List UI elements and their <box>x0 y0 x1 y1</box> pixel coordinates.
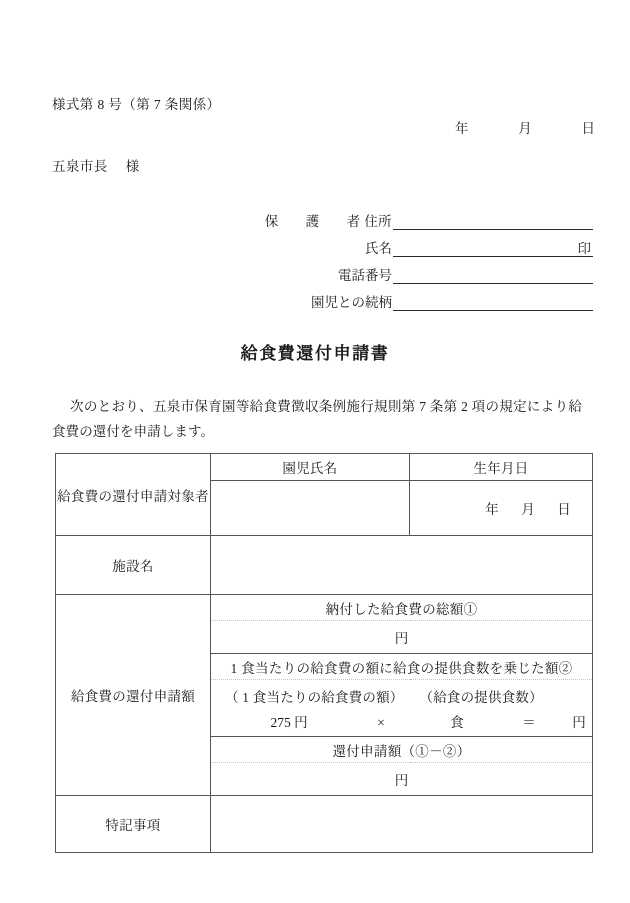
header-date-month: 月 <box>518 121 532 136</box>
body-paragraph: 次のとおり、五泉市保育園等給食費徴収条例施行規則第 7 条第 2 項の規定により給食費の還付を申請します。 <box>52 399 582 439</box>
applicant-label: 給食費の還付申請対象者 <box>56 454 211 536</box>
paid-total-header: 納付した給食費の総額① <box>211 595 593 621</box>
guardian-name-label: 氏名 <box>365 240 392 256</box>
addressee <box>52 155 140 175</box>
seal-icon: 印 <box>577 240 591 256</box>
calculation-cell[interactable] <box>211 680 593 737</box>
guardian-address-row <box>253 203 593 230</box>
refund-request-header: 還付申請額（①－②） <box>211 737 593 763</box>
guardian-relation-row <box>253 284 593 311</box>
meal-count-caption: （給食の提供食数） <box>419 689 543 705</box>
page-title: 給食費還付申請書 <box>240 344 390 363</box>
birth-day-label: 日 <box>557 502 571 517</box>
table-row <box>56 536 593 595</box>
equals-sign: ＝ <box>522 714 536 730</box>
table-row <box>56 595 593 621</box>
birth-date-header: 生年月日 <box>410 454 593 481</box>
birth-month-label: 月 <box>521 502 535 517</box>
application-table <box>55 453 593 853</box>
refund-request-input[interactable]: 円 <box>211 763 593 796</box>
unit-price-caption: （ 1 食当たりの給食費の額） <box>225 689 404 705</box>
calc-result-input[interactable]: 円 <box>572 714 586 730</box>
guardian-address-input[interactable] <box>393 212 593 230</box>
addressee-name: 五泉市長 <box>52 159 108 174</box>
guardian-name-row <box>253 230 593 257</box>
calculation-headers <box>211 686 592 706</box>
calculation-row <box>211 711 592 731</box>
birth-date-placeholders <box>474 498 592 518</box>
child-name-input[interactable] <box>211 481 410 536</box>
paid-total-input[interactable]: 円 <box>211 621 593 654</box>
birth-date-input[interactable] <box>410 481 593 536</box>
form-number: 様式第 8 号（第 7 条関係） <box>52 97 221 112</box>
guardian-tel-input[interactable] <box>393 266 593 284</box>
guardian-address-label: 保 護 者住所 <box>264 213 392 229</box>
multiplied-header: 1 食当たりの給食費の額に給食の提供食数を乗じた額② <box>211 654 593 680</box>
facility-label: 施設名 <box>56 536 211 595</box>
table-row <box>56 454 593 481</box>
refund-amount-label: 給食費の還付申請額 <box>56 595 211 796</box>
guardian-tel-row <box>253 257 593 284</box>
table-row <box>56 796 593 853</box>
header-date-day: 日 <box>581 121 595 136</box>
child-name-header: 園児氏名 <box>211 454 410 481</box>
notes-input[interactable] <box>211 796 593 853</box>
guardian-tel-label: 電話番号 <box>338 267 392 283</box>
addressee-honorific: 様 <box>125 159 140 174</box>
meal-count-input[interactable]: 食 <box>450 714 464 730</box>
multiply-sign: × <box>377 714 385 730</box>
guardian-name-input[interactable] <box>393 239 593 257</box>
facility-input[interactable] <box>211 536 593 595</box>
header-date-year: 年 <box>455 121 469 136</box>
notes-label: 特記事項 <box>56 796 211 853</box>
guardian-block <box>253 203 593 311</box>
header-date-line <box>455 117 595 137</box>
guardian-relation-input[interactable] <box>393 293 593 311</box>
birth-year-label: 年 <box>485 502 499 517</box>
guardian-relation-label: 園児との続柄 <box>311 294 392 310</box>
unit-price-value: 275 円 <box>270 714 308 730</box>
